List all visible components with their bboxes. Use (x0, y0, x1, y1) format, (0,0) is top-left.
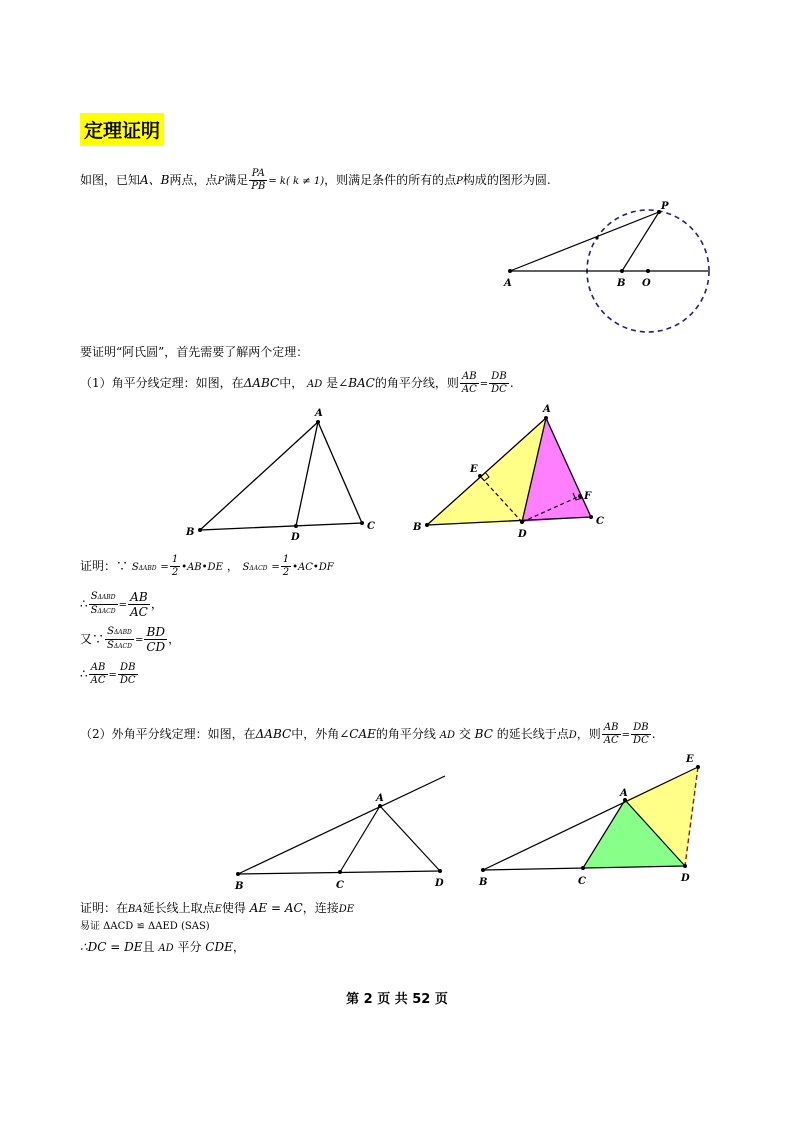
label-p: P (661, 201, 669, 212)
label-c: C (596, 516, 604, 527)
label-b: B (617, 278, 626, 289)
label-c: C (367, 521, 375, 532)
figure-angle-bisector (185, 408, 375, 543)
segment-ad (380, 806, 440, 871)
proof-1-line-1: 证明：∵ SΔABD = $\frac{1}{2}$ •AB•DE ， SΔACD = $\frac{1}{2}$ •AC•DF (80, 554, 334, 578)
label-a: A (504, 278, 512, 289)
line-a-p (510, 212, 659, 271)
intro-point-p: P (217, 176, 225, 187)
triangle-abc (200, 422, 362, 530)
line-b-p (622, 212, 659, 271)
point-o (646, 269, 650, 273)
intro-points: A、B (140, 173, 170, 187)
intro-text: 满足 (224, 173, 249, 187)
figure-external-bisector (234, 776, 445, 892)
label-d: D (435, 878, 444, 889)
label-b: B (413, 522, 422, 533)
proof-1-line-4: ∴ $\frac{AB}{AC}$ = $\frac{DB}{DC}$ (80, 662, 136, 686)
intro-text: 两点，点 (169, 173, 218, 187)
label-a: A (620, 788, 628, 799)
label-c: C (578, 876, 586, 887)
label-b: B (235, 881, 244, 892)
figure-angle-bisector-colored (412, 404, 604, 540)
label-e: E (686, 754, 694, 765)
label-o: O (642, 278, 651, 289)
point-b (620, 269, 624, 273)
label-a: A (376, 793, 384, 804)
point-a (508, 269, 512, 273)
figure-external-bisector-colored (478, 754, 700, 888)
intro-fraction: $\frac{PA}{PB}$ (251, 168, 266, 192)
intro-text: 如图，已知 (80, 173, 141, 187)
proof-2-line-2: 易证 ΔACD ≌ ΔAED (SAS) (80, 921, 210, 932)
page-footer: 第 2 页 共 52 页 (346, 992, 448, 1007)
proof-1-line-2: ∴ $\frac{\text{SΔABD}}{\text{SΔACD}}$ = $\frac{AB}{AC}$ ， (80, 590, 163, 619)
label-c: C (336, 880, 344, 891)
ray-b-a-extended (238, 776, 445, 874)
label-d: D (681, 873, 690, 884)
point-intersection (595, 236, 598, 239)
figure-apollonius-circle (503, 201, 709, 332)
label-b: B (479, 877, 488, 888)
label-b: B (186, 527, 195, 538)
label-e: E (470, 464, 478, 475)
label-a: A (315, 408, 323, 419)
proof-2-line-1: 证明：在BA延长线上取点E使得 AE = AC，连接DE (80, 901, 355, 915)
label-d: D (518, 529, 527, 540)
proof-1-line-3: 又∵ $\frac{\text{SΔABD}}{\text{SΔACD}}$ = $\frac{BD}{CD}$ ， (80, 625, 181, 654)
label-f: F (584, 491, 592, 502)
proof-2-line-3: ∴DC = DE且 AD 平分 CDE， (80, 940, 245, 954)
label-a: A (543, 404, 551, 415)
section-heading: 定理证明 (80, 113, 164, 146)
theorem-2: （2）外角平分线定理：如图，在ΔABC中，外角∠CAE的角平分线 AD 交 BC 的延长线于点D，则 $\frac{AB}{AC}$ = $\frac{DB}{DC}$ . (80, 722, 656, 746)
segment-ad (296, 422, 318, 526)
prove-intro: 要证明“阿氏圆”，首先需要了解两个定理： (80, 345, 309, 359)
intro-condition: = k( k ≠ 1) (268, 176, 325, 187)
intro-text: ，则满足条件的所有的点 (324, 173, 457, 187)
theorem-1: （1）角平分线定理：如图，在ΔABC中， AD 是∠BAC的角平分线，则 $\frac{AB}{AC}$ = $\frac{DB}{DC}$ . (80, 371, 514, 395)
intro-point-p: P (456, 176, 463, 187)
intro-text: 构成的图形为圆. (462, 173, 551, 187)
label-d: D (291, 532, 300, 543)
